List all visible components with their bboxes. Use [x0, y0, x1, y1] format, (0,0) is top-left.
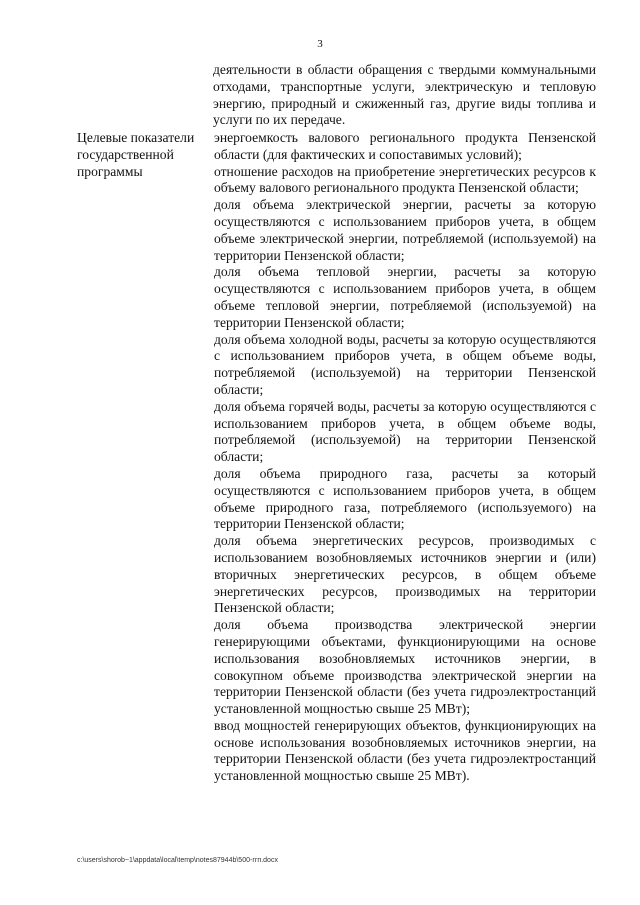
footer-file-path: c:\users\shorob~1\appdata\local\temp\notes87944b\500-ггп.docx: [77, 857, 278, 864]
indicator-item: доля объема производства электрической энергии генерирующими объектами, функционирующими на основе использования возобновляемых источников энергии, в совокупном объеме производства электрической энергии на территории Пензенской области (без учета гидроэлектростанций установленной мощностью свыше 25 МВт);: [214, 617, 596, 717]
indicator-item: доля объема холодной воды, расчеты за которую осуществляются с использованием приборов учета, в общем объеме воды, потребляемой (используемой) на территории Пензенской области;: [214, 331, 596, 397]
indicator-item: энергоемкость валового регионального продукта Пензенской области (для фактических и сопоставимых условий);: [214, 130, 596, 162]
continuation-text: деятельности в области обращения с твердыми коммунальными отходами, транспортные услуги, электрическую и тепловую энергию, природный и сжиженный газ, другие виды топлива и услуги по их передаче.: [213, 62, 596, 128]
indicator-item: доля объема тепловой энергии, расчеты за которую осуществляются с использованием приборов учета, в общем объеме тепловой энергии, потребляемой (используемой) на территории Пензенской области;: [214, 264, 596, 330]
indicator-item: доля объема природного газа, расчеты за который осуществляются с использованием приборов учета, в общем объеме природного газа, потребляемого (используемого) на территории Пензенской области;: [214, 465, 596, 532]
indicator-item: доля объема горячей воды, расчеты за которую осуществляются с использованием приборов учета, в общем объеме воды, потребляемой (используемой) на территории Пензенской области;: [214, 398, 596, 465]
indicator-item: отношение расходов на приобретение энергетических ресурсов к объему валового регионального продукта Пензенской области;: [214, 163, 596, 196]
indicators-list: [213, 130, 596, 785]
indicator-item: доля объема энергетических ресурсов, производимых с использованием возобновляемых источников энергии и (или) вторичных энергетических ресурсов, в общем объеме энергетических ресурсов, производимых на территории Пензенской области;: [214, 533, 596, 616]
section-label: Целевые показатели государственной программы: [77, 130, 195, 179]
continuation-paragraph: [213, 62, 596, 129]
page-number: 3: [317, 38, 323, 50]
indicator-item: ввод мощностей генерирующих объектов, функционирующих на основе использования возобновляемых источников энергии, на территории Пензенской области (без учета гидроэлектростанций установленной мощностью свыше 25 МВт).: [214, 717, 596, 784]
target-indicators-row: [77, 130, 596, 785]
indicator-item: доля объема электрической энергии, расчеты за которую осуществляются с использованием приборов учета, в общем объеме электрической энергии, потребляемой (используемой) на территории Пензенской области;: [214, 197, 596, 263]
